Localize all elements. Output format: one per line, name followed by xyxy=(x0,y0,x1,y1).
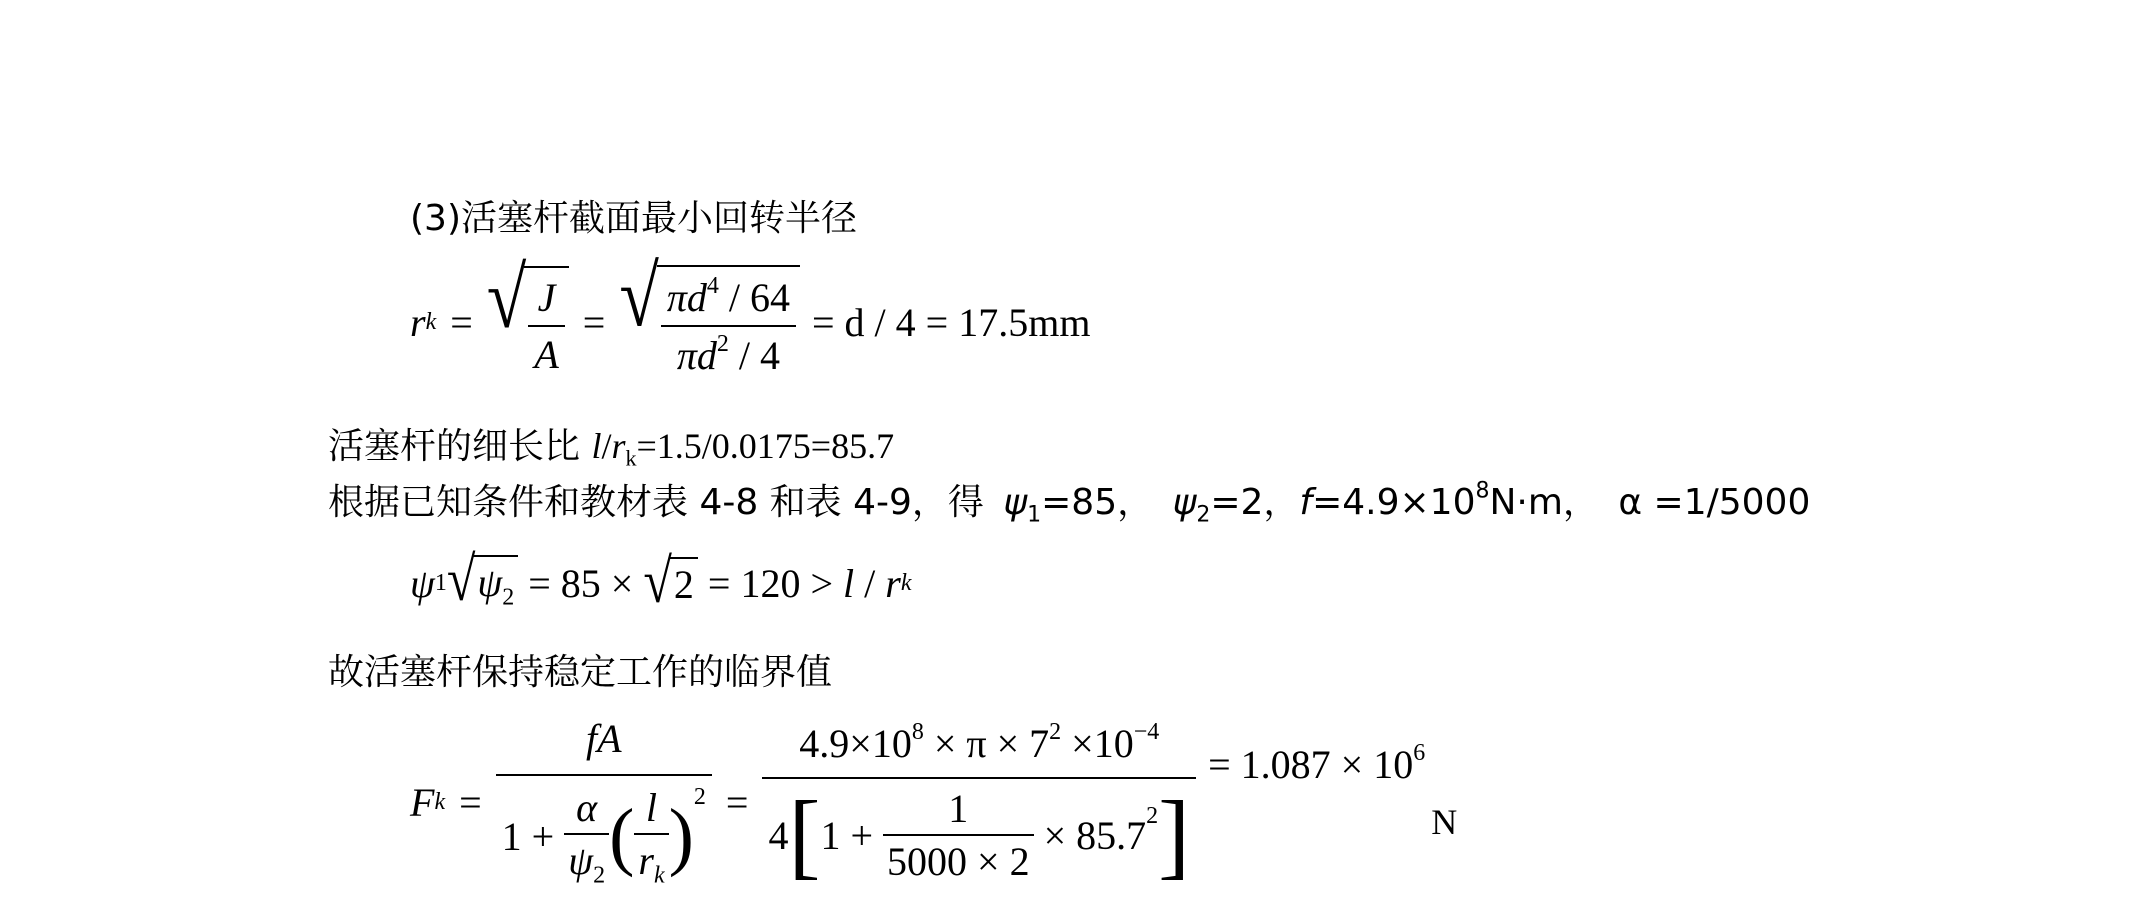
conditions-f: f xyxy=(1299,482,1313,523)
eq3-num2-c: ×10 xyxy=(1061,721,1134,766)
eq3-alpha: α xyxy=(564,784,609,835)
conditions-f-unit: N·m， xyxy=(1489,482,1599,523)
eq3-one-plus: 1 + xyxy=(501,813,565,859)
conditions-line xyxy=(328,474,1810,528)
eq2-sqrt-two xyxy=(643,548,698,617)
eq1-equals-2: = xyxy=(582,299,606,345)
conditions-psi1-sub: 1 xyxy=(1027,502,1042,528)
eq2-two: 2 xyxy=(670,557,698,609)
conditions-f-sup: 8 xyxy=(1475,478,1490,504)
eq3-den2-frac xyxy=(883,785,1034,885)
left-bracket: [ xyxy=(788,781,821,888)
eq2-psi2: ψ xyxy=(477,559,503,605)
eq3-equals-2: = xyxy=(725,779,749,825)
eq3-alpha-over-psi xyxy=(564,784,609,889)
eq3-den2-frac-num: 1 xyxy=(883,785,1034,836)
eq2-slash: / xyxy=(854,560,886,606)
eq1-frac2-num-b: / 64 xyxy=(718,275,790,320)
eq3-l: l xyxy=(634,784,668,835)
radical-sign: √ xyxy=(446,545,476,614)
eq3-l-over-r xyxy=(634,784,668,889)
conditions-psi2-value: =2， xyxy=(1210,482,1300,523)
eq2-rest-b: = 120 > xyxy=(697,560,844,606)
equation-critical-force xyxy=(410,712,1457,892)
eq1-frac1-num: J xyxy=(528,274,564,327)
conditions-psi1-value: =85， xyxy=(1041,482,1154,523)
eq3-frac-1 xyxy=(496,715,712,889)
eq1-frac2-num-sup: 4 xyxy=(706,273,719,299)
eq3-r: r xyxy=(638,837,654,883)
eq1-sqrt-1 xyxy=(486,250,569,378)
eq2-r: r xyxy=(885,560,901,606)
eq3-F: F xyxy=(410,779,435,825)
eq1-frac-2 xyxy=(661,273,796,379)
eq2-rest-a: = 85 × xyxy=(518,560,644,606)
eq3-psi: ψ xyxy=(568,837,594,883)
conditions-f-value: =4.9×10 xyxy=(1312,482,1476,523)
eq2-psi2-sub: 2 xyxy=(502,584,515,611)
eq1-frac-1 xyxy=(528,274,564,378)
slenderness-value: =1.5/0.0175=85.7 xyxy=(636,426,895,466)
heading-text: (3)活塞杆截面最小回转半径 xyxy=(410,198,857,239)
eq2-psi1-sub: 1 xyxy=(434,569,447,596)
left-paren: ( xyxy=(609,794,635,879)
eq3-den2-sup: 2 xyxy=(1146,803,1159,829)
eq3-num2-sup3: −4 xyxy=(1133,719,1160,745)
eq3-unit: N xyxy=(1431,802,1458,842)
eq2-r-sub: k xyxy=(900,569,912,596)
eq3-num2-sup2: 2 xyxy=(1049,719,1062,745)
eq3-r-sub: k xyxy=(653,862,665,889)
eq3-F-sub: k xyxy=(434,788,446,815)
conditions-psi2-sub: 2 xyxy=(1196,502,1211,528)
eq1-result: = d / 4 = 17.5mm xyxy=(812,299,1091,345)
radical-sign: √ xyxy=(619,248,659,345)
eq1-lhs: r xyxy=(410,299,426,345)
eq3-square: 2 xyxy=(693,783,706,810)
radical-sign: √ xyxy=(486,250,527,346)
eq1-frac2-num-a: πd xyxy=(666,275,707,320)
eq3-num2-sup1: 8 xyxy=(911,719,924,745)
eq3-result-sup: 6 xyxy=(1413,740,1426,766)
eq3-result: = 1.087 × 10 xyxy=(1208,742,1414,787)
radical-sign: √ xyxy=(643,548,672,617)
eq2-l: l xyxy=(843,560,855,606)
conditions-alpha: α =1/5000 xyxy=(1618,482,1811,523)
eq3-equals-1: = xyxy=(459,779,482,825)
equation-radius xyxy=(410,248,1091,382)
eq1-frac2-den-sup: 2 xyxy=(716,331,729,357)
eq1-sqrt-2 xyxy=(619,248,800,379)
eq1-frac2-den-b: / 4 xyxy=(728,333,780,378)
critical-text: 故活塞杆保持稳定工作的临界值 xyxy=(328,652,833,693)
eq3-den2-c: × 85.7 xyxy=(1033,812,1147,858)
section-heading xyxy=(410,190,857,241)
conditions-psi2: ψ xyxy=(1172,482,1197,523)
critical-line xyxy=(328,644,832,695)
eq1-lhs-sub: k xyxy=(425,308,437,335)
equation-check xyxy=(410,545,912,618)
eq3-den2-frac-den: 5000 × 2 xyxy=(887,839,1030,884)
eq3-num2-b: × π × 7 xyxy=(923,721,1050,766)
right-paren: ) xyxy=(668,794,694,879)
slenderness-l: l xyxy=(591,426,602,466)
eq3-den2-one-plus: 1 + xyxy=(820,812,884,858)
eq3-result-wrap xyxy=(1208,740,1425,788)
eq3-num1: fA xyxy=(496,715,712,776)
slenderness-r-sub: k xyxy=(625,445,637,471)
conditions-psi1: ψ xyxy=(1003,482,1028,523)
eq1-equals-1: = xyxy=(450,299,473,345)
eq2-psi1: ψ xyxy=(410,560,435,606)
eq3-psi-sub: 2 xyxy=(593,862,606,889)
right-bracket: ] xyxy=(1158,781,1191,888)
slenderness-prefix: 活塞杆的细长比 xyxy=(328,426,592,467)
eq3-den2-four: 4 xyxy=(768,812,789,858)
eq2-sqrt-psi2 xyxy=(446,545,518,614)
slenderness-line xyxy=(328,418,894,472)
eq1-frac1-den: A xyxy=(534,332,559,377)
slenderness-slash: / xyxy=(601,426,612,466)
slenderness-r: r xyxy=(611,426,626,466)
eq1-frac2-den-a: πd xyxy=(676,333,717,378)
eq3-num2-a: 4.9×10 xyxy=(799,721,912,766)
conditions-prefix: 根据已知条件和教材表 4-8 和表 4-9，得 xyxy=(328,482,996,523)
eq3-frac-2 xyxy=(762,719,1196,888)
